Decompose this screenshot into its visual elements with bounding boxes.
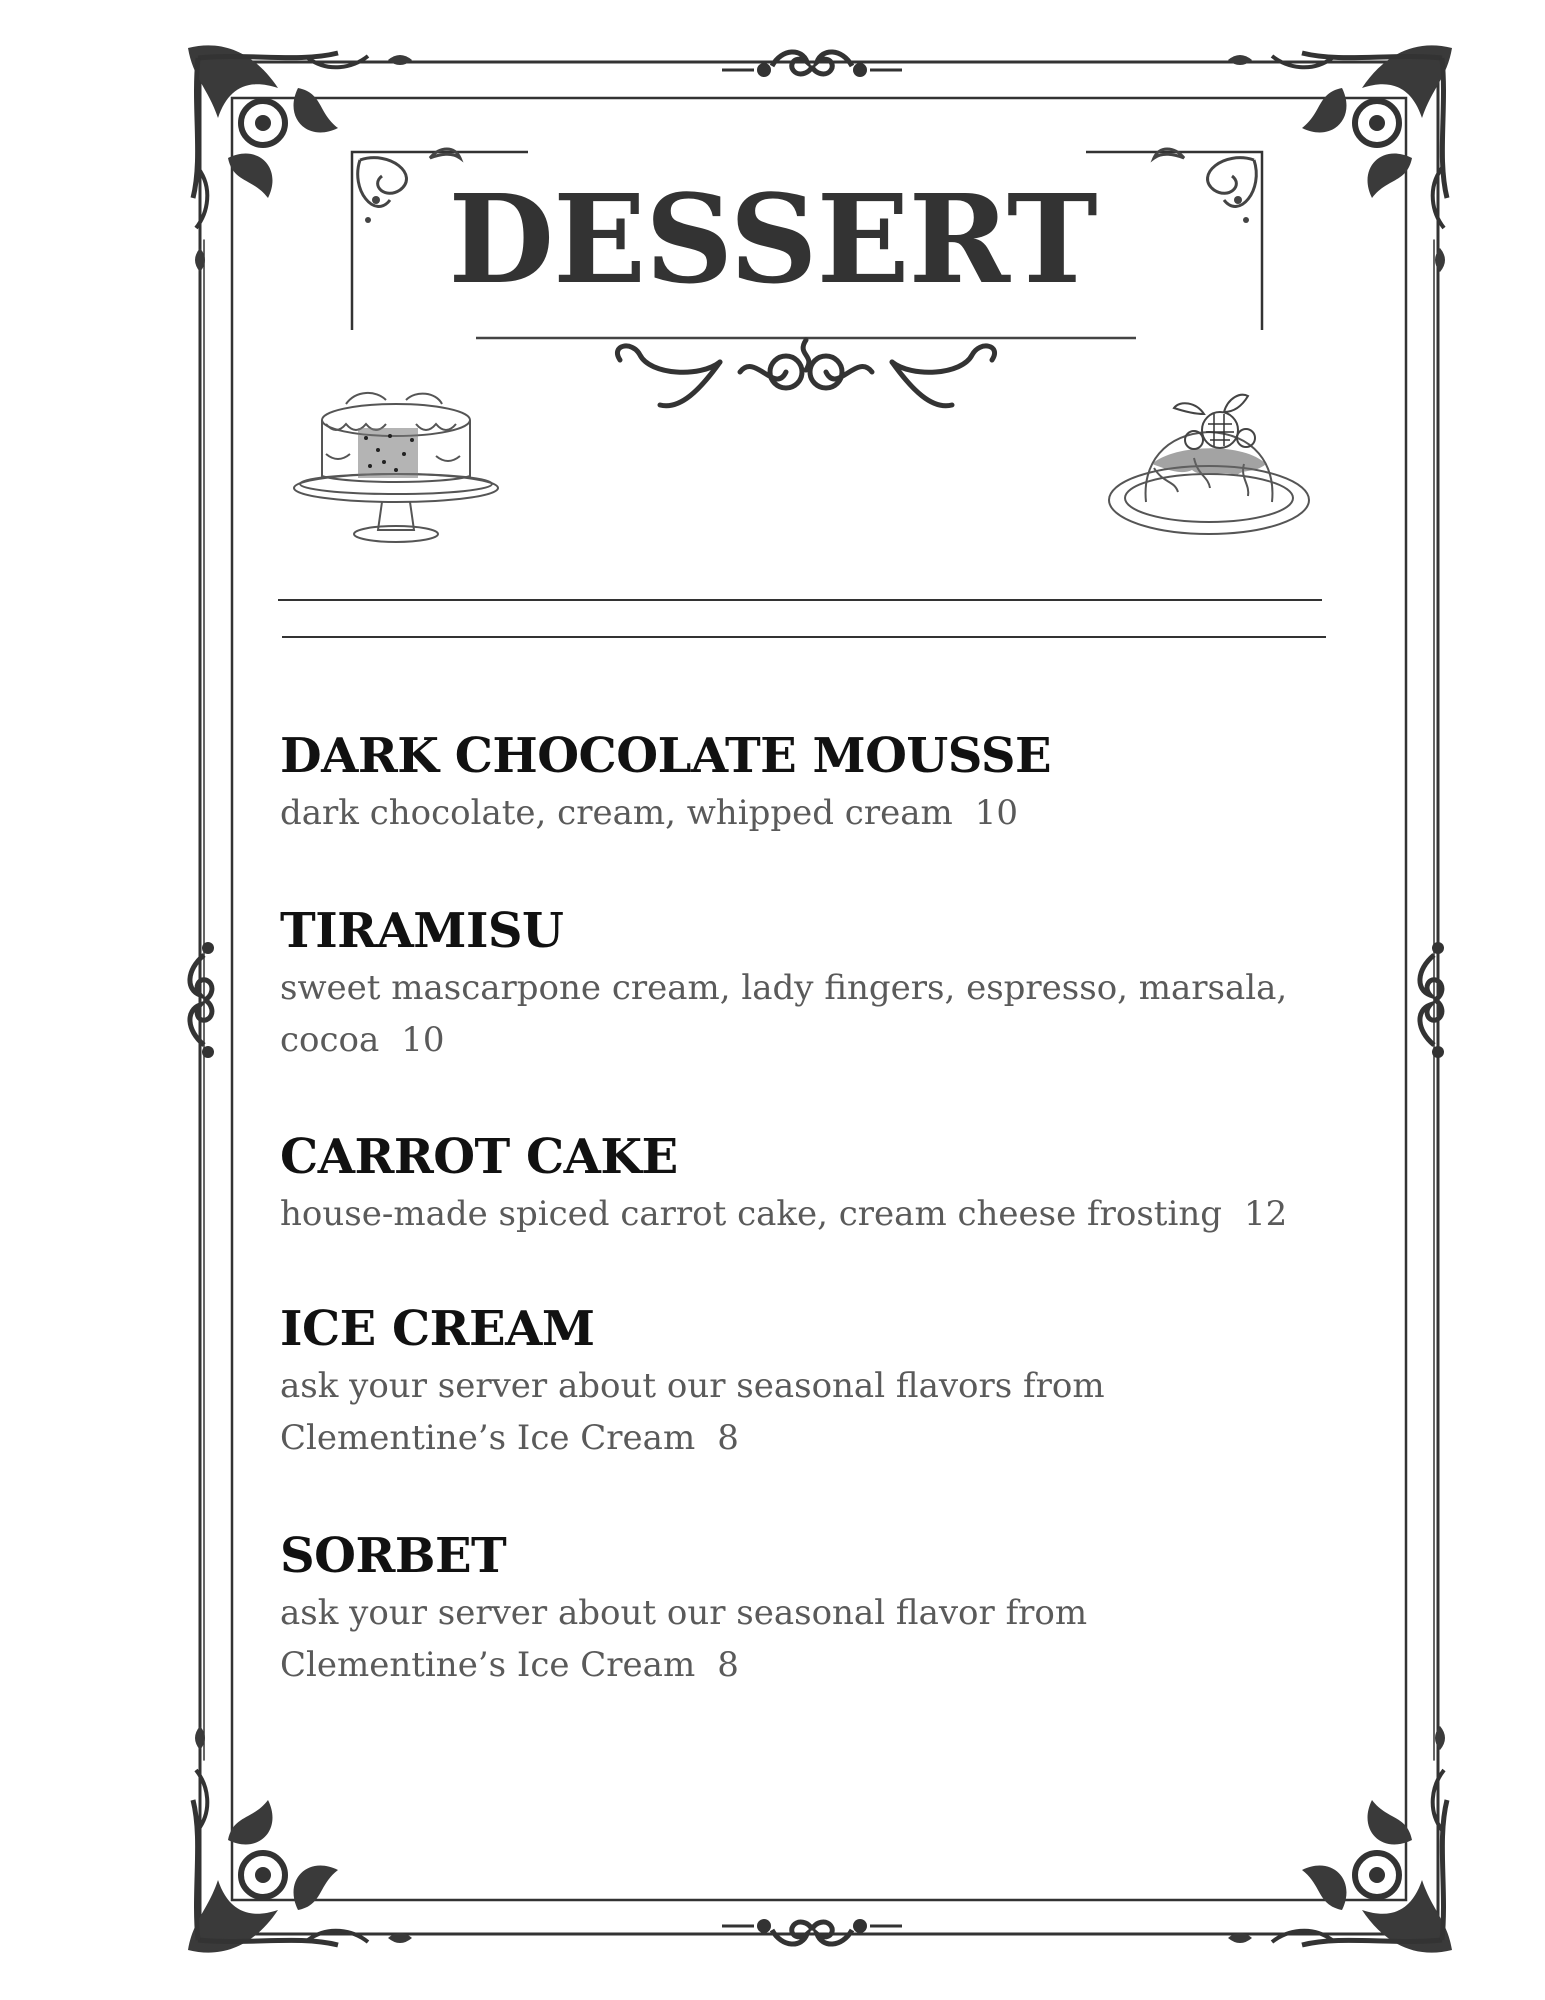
- item-description: ask your server about our seasonal flavors from Clementine’s Ice Cream 8: [280, 1365, 1105, 1458]
- item-description: ask your server about our seasonal flavor from Clementine’s Ice Cream 8: [280, 1592, 1088, 1685]
- pudding-with-fruit-icon: [1104, 384, 1314, 544]
- item-name: SORBET: [280, 1528, 507, 1584]
- item-price: 12: [1244, 1193, 1288, 1234]
- menu-item-tiramisu: [280, 905, 1340, 1066]
- menu-item-ice-cream: [280, 1303, 1340, 1464]
- menu-item-sorbet: [280, 1530, 1340, 1691]
- item-price: 10: [401, 1019, 445, 1060]
- item-price: 8: [717, 1417, 739, 1458]
- item-description: dark chocolate, cream, whipped cream 10: [280, 792, 1018, 833]
- layer-cake-on-stand-icon: [286, 384, 504, 554]
- item-price: 8: [717, 1644, 739, 1685]
- page-title: DESSERT: [448, 167, 1097, 311]
- item-description: sweet mascarpone cream, lady fingers, espresso, marsala, cocoa 10: [280, 967, 1288, 1060]
- item-name: DARK CHOCOLATE MOUSSE: [280, 728, 1052, 784]
- item-name: TIRAMISU: [280, 903, 564, 959]
- menu-item-dark-chocolate-mousse: [280, 730, 1340, 839]
- item-name: CARROT CAKE: [280, 1129, 678, 1185]
- item-name: ICE CREAM: [280, 1301, 595, 1357]
- item-description: house-made spiced carrot cake, cream cheese frosting 12: [280, 1193, 1288, 1234]
- item-price: 10: [974, 792, 1018, 833]
- menu-item-carrot-cake: [280, 1131, 1340, 1240]
